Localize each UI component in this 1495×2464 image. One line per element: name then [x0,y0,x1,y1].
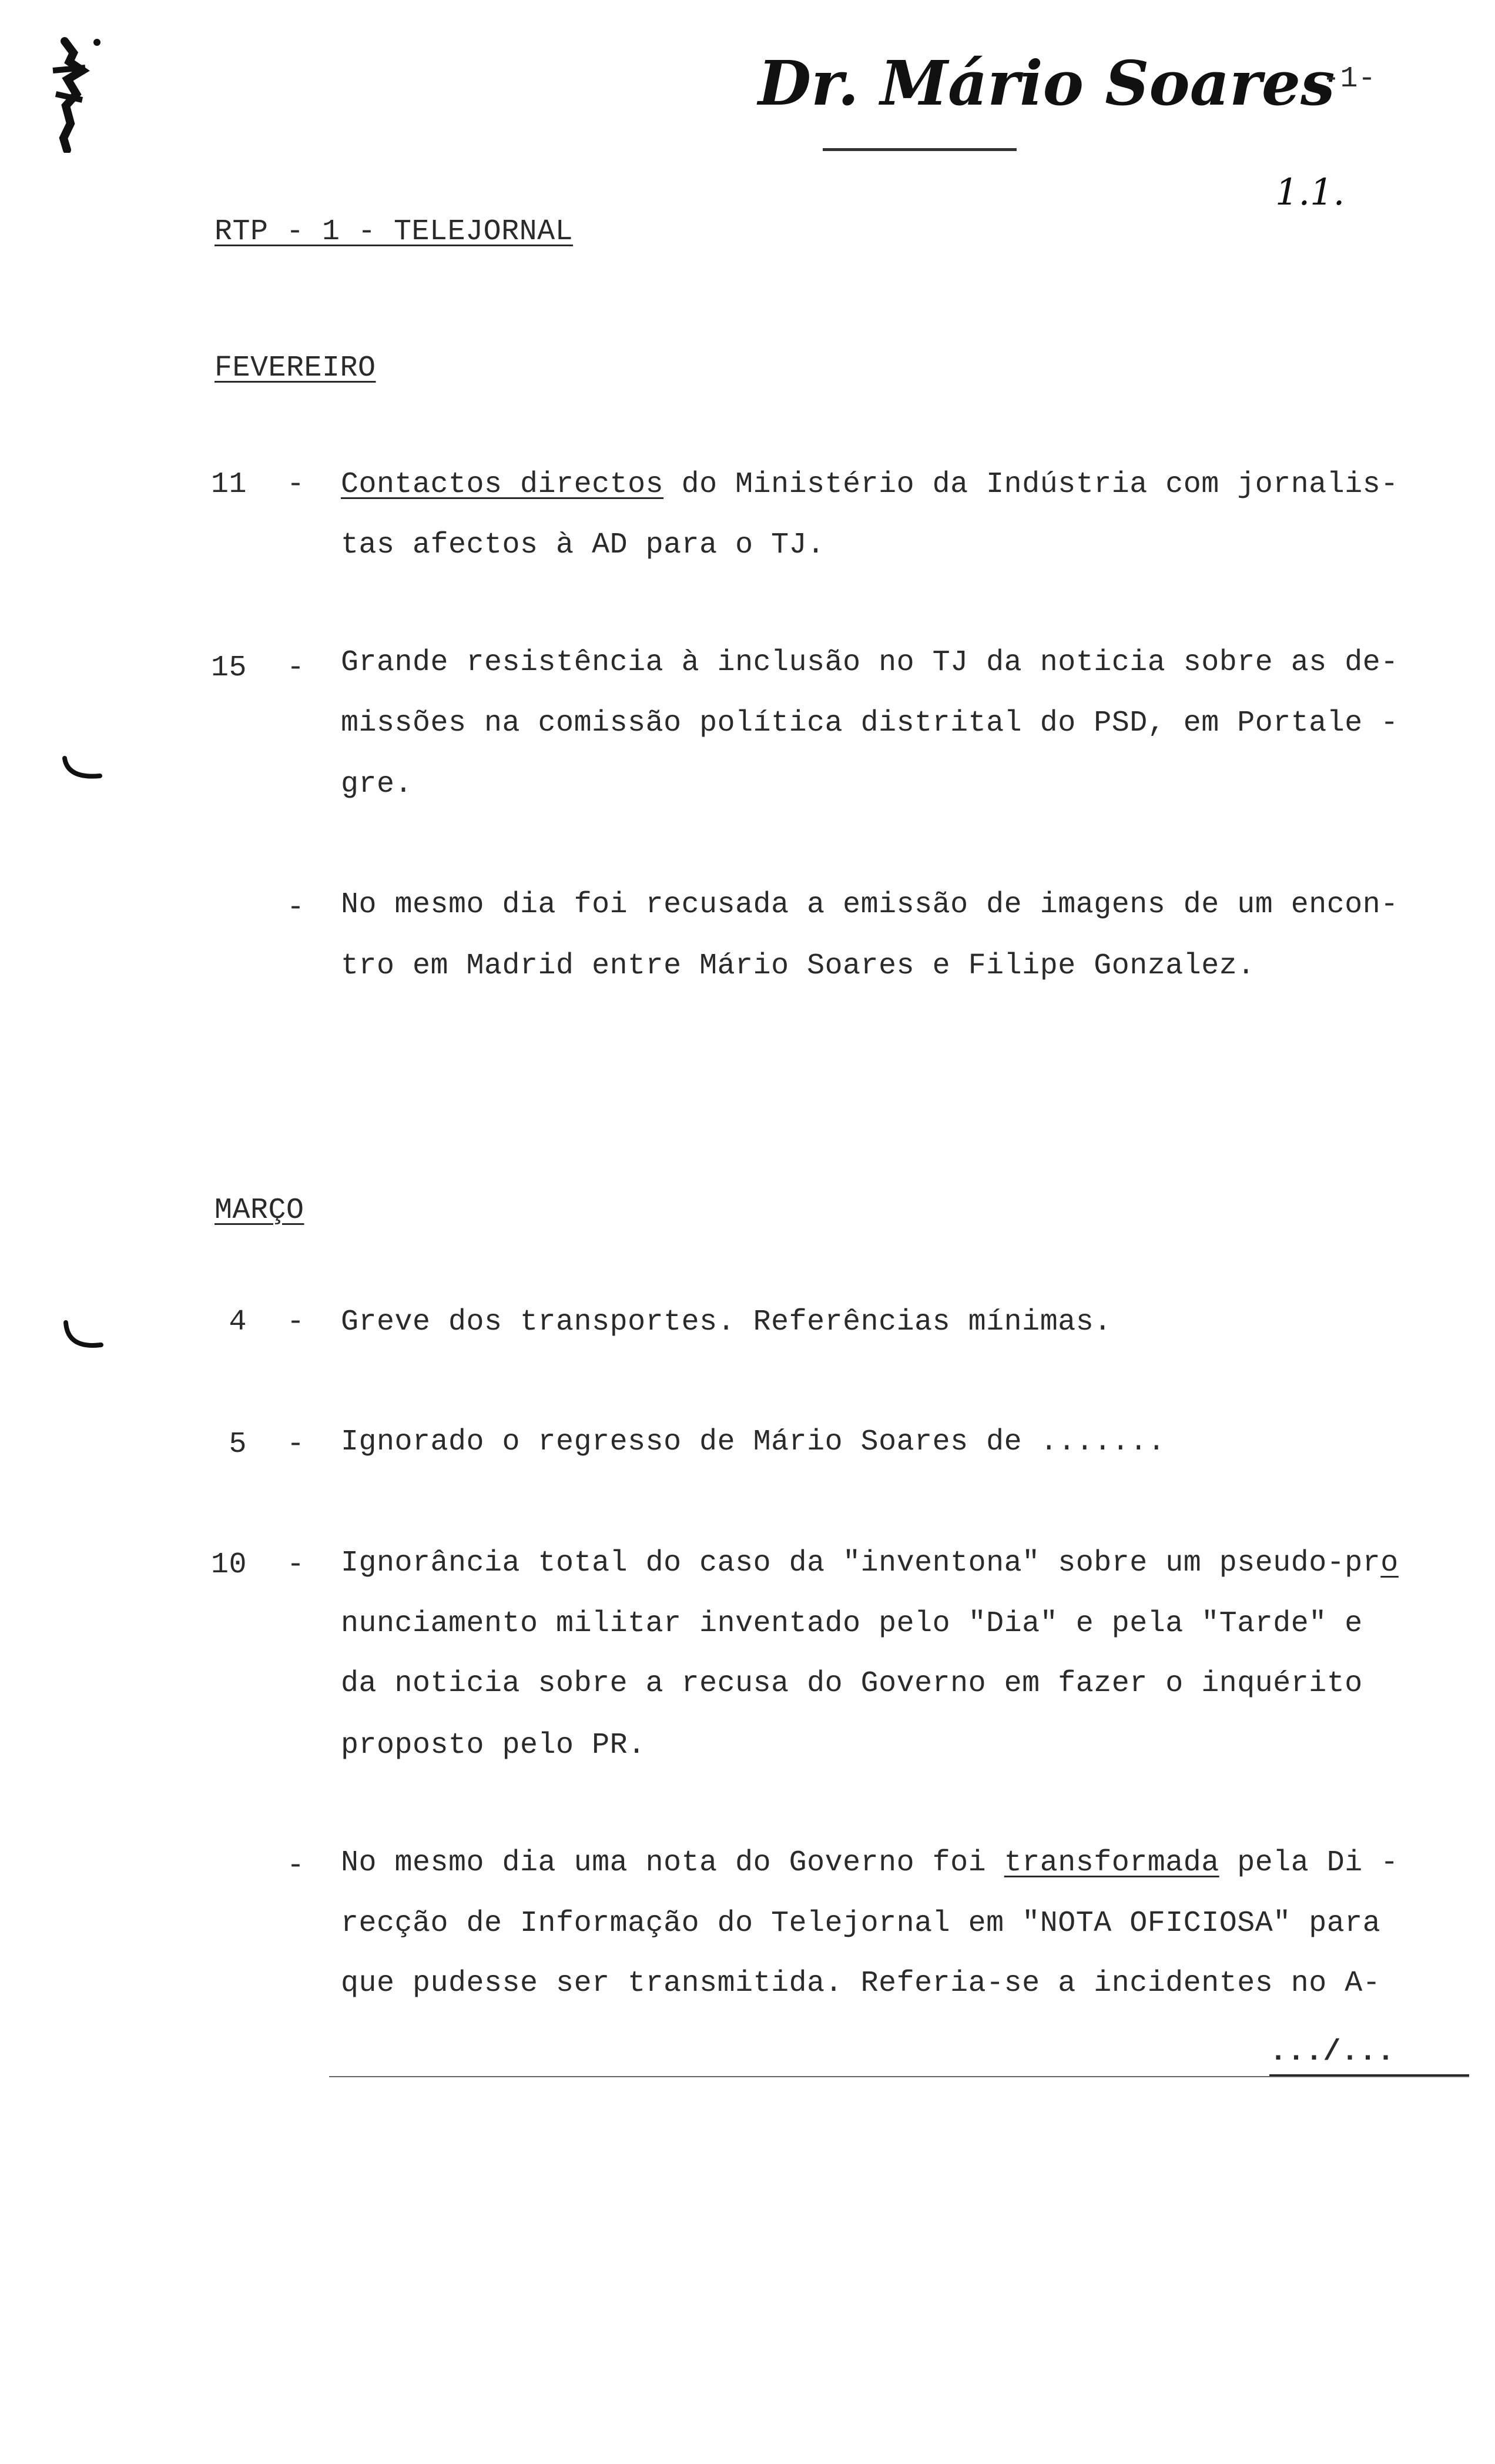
entry-day: 15 [210,651,247,685]
page-number: -1- [1322,62,1376,96]
entry-line: Greve dos transportes. Referências mínimas. [341,1305,1112,1339]
entry-dash: - [287,891,305,925]
entry-line: tas afectos à AD para o TJ. [341,528,825,562]
entry-day: 5 [229,1428,247,1461]
entry-day: 11 [210,468,247,501]
entry-line: Ignorância total do caso da "inventona" sobre um pseudo-pro [341,1546,1399,1580]
margin-mark-icon [59,752,106,788]
handwritten-title: Dr. Mário Soares [758,47,1335,119]
entry-line: Contactos directos do Ministério da Indústria com jornalis- [341,468,1399,501]
entry-dash: - [287,468,305,501]
page-bottom-rule [329,2076,1469,2077]
section-title: RTP - 1 - TELEJORNAL [214,215,574,249]
entry-line: tro em Madrid entre Mário Soares e Filipe Gonzalez. [341,949,1255,983]
entry-line: nunciamento militar inventado pelo "Dia" e pela "Tarde" e [341,1607,1363,1641]
entry-dash: - [287,1548,305,1582]
entry-line: Grande resistência à inclusão no TJ da noticia sobre as de- [341,646,1399,679]
entry-line: missões na comissão política distrital do PSD, em Portale - [341,707,1399,740]
entry-dash: - [287,1305,305,1339]
entry-line: que pudesse ser transmitida. Referia-se a incidentes no A- [341,1967,1381,2000]
entry-line: No mesmo dia uma nota do Governo foi transformada pela Di - [341,1846,1399,1880]
entry-dash: - [287,1849,305,1883]
page-bottom-rule-right [1269,2074,1469,2076]
entry-line: Ignorado o regresso de Mário Soares de ....... [341,1425,1166,1459]
entry-line: No mesmo dia foi recusada a emissão de imagens de um encon- [341,888,1399,922]
entry-line: recção de Informação do Telejornal em "NOTA OFICIOSA" para [341,1907,1381,1940]
entry-dash: - [287,651,305,685]
entry-line: proposto pelo PR. [341,1729,646,1762]
month-heading-marco: MARÇO [214,1194,304,1227]
stamp-mark-icon [41,35,106,153]
entry-line: gre. [341,768,413,801]
handwritten-underline [823,148,1017,151]
entry-day: 10 [210,1548,247,1582]
entry-dash: - [287,1428,305,1461]
margin-mark-icon [59,1317,106,1358]
month-heading-fevereiro: FEVEREIRO [214,351,376,385]
continuation-marker: .../... [1269,2036,1395,2069]
entry-day: 4 [229,1305,247,1339]
entry-line: da noticia sobre a recusa do Governo em fazer o inquérito [341,1667,1363,1700]
handwritten-mark: 1.1. [1275,170,1345,213]
